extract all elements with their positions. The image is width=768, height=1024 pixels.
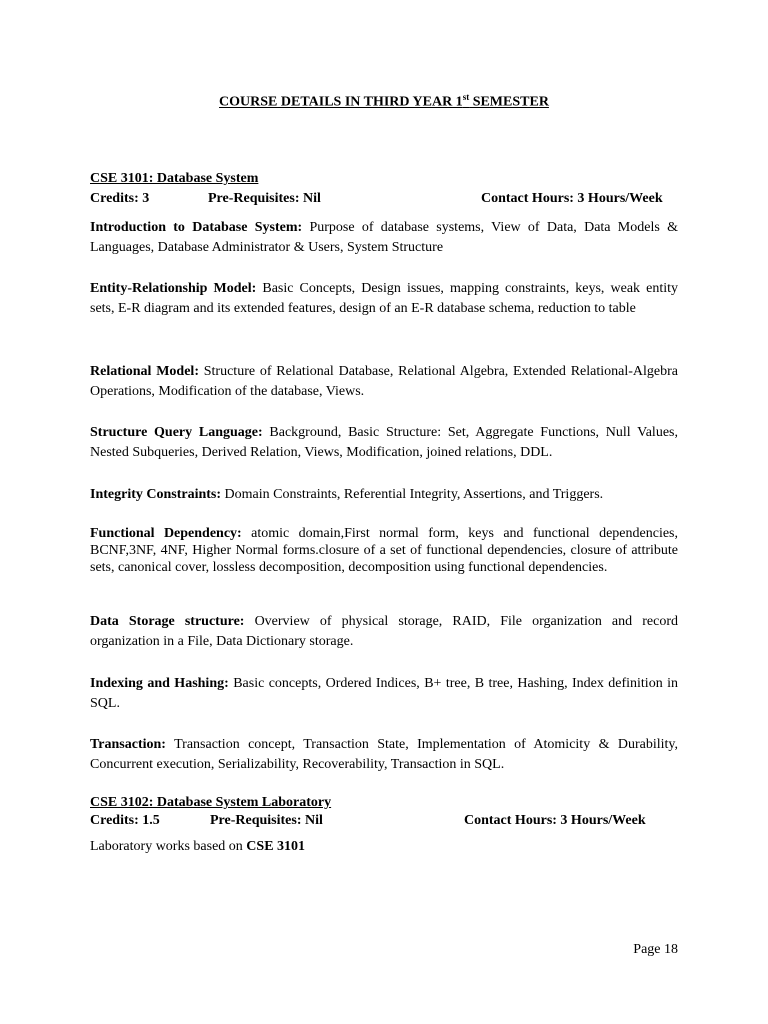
topic-transaction [90, 735, 678, 775]
topic-text: Background, Basic Structure: Set, Aggregate Functions, Null Values, Nested Subqueries, Derived Relation, Views, Modification, joined relations, DDL. [90, 425, 678, 460]
contact-hours: Contact Hours: 3 Hours/Week [481, 191, 663, 206]
topic-heading: Relational Model: [90, 364, 199, 379]
topic-text: Basic Concepts, Design issues, mapping constraints, keys, weak entity sets, E-R diagram and its extended features, design of an E-R database schema, reduction to table [90, 281, 678, 316]
title-suffix: SEMESTER [469, 94, 549, 110]
topic-text: atomic domain,First normal form, keys and functional dependencies, BCNF,3NF, 4NF, Higher Normal forms.closure of a set of functional dependencies, closure of attribute sets, canonical cover, lossless decomposition, decomposition using functional dependencies. [90, 526, 678, 575]
topic-text: Structure of Relational Database, Relational Algebra, Extended Relational-Algebra Operations, Modification of the database, Views. [90, 364, 678, 399]
topic-heading: Introduction to Database System: [90, 220, 303, 235]
topic-introduction [90, 218, 678, 258]
lab-description-course: CSE 3101 [246, 839, 306, 854]
lab-description [90, 837, 678, 857]
topic-sql [90, 423, 678, 463]
topic-heading: Entity-Relationship Model: [90, 281, 257, 296]
page-number: Page 18 [633, 942, 678, 957]
topic-heading: Integrity Constraints: [90, 487, 222, 502]
credits: Credits: 3 [90, 191, 150, 206]
topic-text: Basic concepts, Ordered Indices, B+ tree, B tree, Hashing, Index definition in SQL. [90, 676, 679, 711]
topic-data-storage [90, 612, 678, 652]
topic-indexing-hashing [90, 674, 678, 714]
course-code-cse3102: CSE 3102: Database System Laboratory [90, 795, 332, 810]
page-title [0, 92, 768, 111]
topic-text: Purpose of database systems, View of Data, Data Models & Languages, Database Administrator & Users, System Structure [90, 220, 678, 255]
topic-relational-model [90, 362, 678, 402]
lab-description-text: Laboratory works based on [90, 839, 247, 854]
prerequisites: Pre-Requisites: Nil [210, 813, 323, 828]
topic-text: Overview of physical storage, RAID, File organization and record organization in a File, Data Dictionary storage. [90, 614, 678, 649]
topic-functional-dependency [90, 525, 678, 576]
contact-hours: Contact Hours: 3 Hours/Week [464, 813, 646, 828]
topic-heading: Indexing and Hashing: [90, 676, 229, 691]
topic-integrity-constraints [90, 485, 678, 505]
title-superscript: st [462, 92, 470, 102]
course-code-cse3101: CSE 3101: Database System [90, 171, 259, 186]
topic-heading: Transaction: [90, 737, 166, 752]
credits: Credits: 1.5 [90, 813, 160, 828]
topic-er-model [90, 279, 678, 319]
course-meta-cse3102 [90, 813, 680, 833]
topic-text: Domain Constraints, Referential Integrity, Assertions, and Triggers. [221, 487, 604, 502]
topic-heading: Functional Dependency: [90, 526, 242, 541]
prerequisites: Pre-Requisites: Nil [208, 191, 321, 206]
course-meta-cse3101 [90, 191, 680, 211]
topic-heading: Structure Query Language: [90, 425, 263, 440]
topic-heading: Data Storage structure: [90, 614, 245, 629]
topic-text: Transaction concept, Transaction State, Implementation of Atomicity & Durability, Concurrent execution, Serializability, Recoverability, Transaction in SQL. [90, 737, 678, 772]
title-prefix: COURSE DETAILS IN THIRD YEAR 1 [219, 94, 463, 110]
